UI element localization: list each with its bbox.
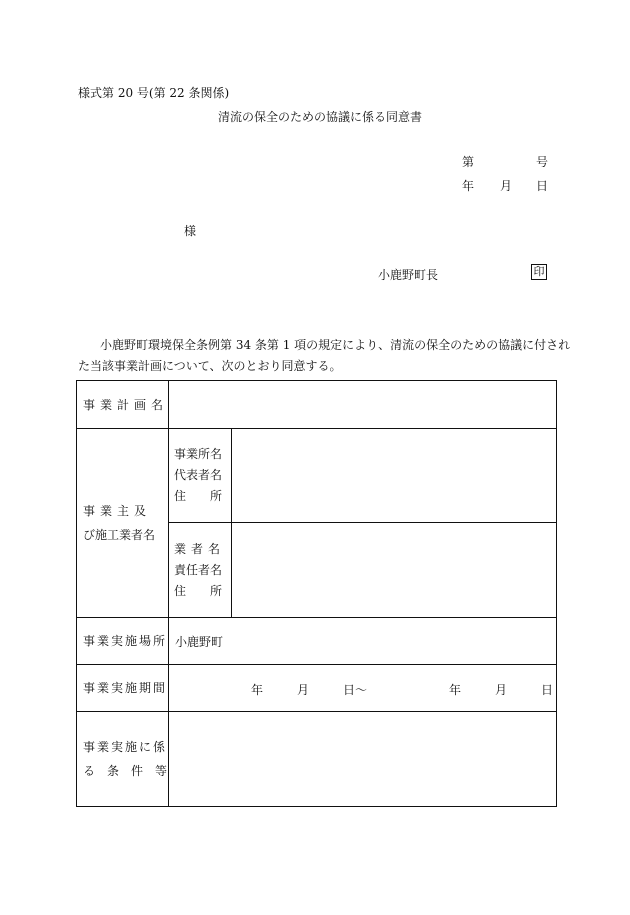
period-to-year: 年 <box>449 683 462 697</box>
body-text-line2: た当該事業計画について、次のとおり同意する。 <box>78 359 342 373</box>
body-text-line1: 小鹿野町環境保全条例第 34 条第 1 項の規定により、清流の保全のための協議に付され <box>100 338 571 352</box>
doc-number-suffix: 号 <box>536 155 549 169</box>
owner-representative-label: 代表者名 <box>174 468 223 482</box>
period-from-year: 年 <box>251 683 264 697</box>
location-value[interactable]: 小鹿野町 <box>169 618 557 665</box>
operator-label-line1: 事業主及 <box>83 504 152 518</box>
contractor-sub-labels <box>169 523 232 618</box>
period-from-day: 日～ <box>343 683 368 697</box>
project-name-field[interactable] <box>169 381 557 429</box>
contractor-name-label: 業者名 <box>174 541 226 556</box>
consent-form-table <box>76 380 557 807</box>
row-project-name <box>77 381 557 429</box>
date-month-label: 月 <box>500 179 513 193</box>
contractor-manager-label: 責任者名 <box>174 562 223 577</box>
row-period <box>77 665 557 712</box>
period-to-day: 日 <box>541 683 554 697</box>
issuer-name: 小鹿野町長 <box>378 268 439 282</box>
contractor-info-field[interactable] <box>232 523 557 618</box>
period-to-month: 月 <box>495 683 508 697</box>
owner-info-field[interactable] <box>232 429 557 523</box>
period-from-month: 月 <box>297 683 310 697</box>
conditions-field[interactable] <box>169 712 557 807</box>
owner-address-label: 住 所 <box>174 489 223 503</box>
addressee-suffix: 様 <box>184 224 197 238</box>
row-location <box>77 618 557 665</box>
row-owner <box>77 429 557 523</box>
row-conditions <box>77 712 557 807</box>
contractor-address-label: 住 所 <box>174 583 223 598</box>
project-name-label: 事業計画名 <box>77 381 169 429</box>
document-title: 清流の保全のための協議に係る同意書 <box>218 110 423 124</box>
conditions-label <box>77 712 169 807</box>
conditions-label-line2: る 条 件 等 <box>83 764 168 778</box>
date-day-label: 日 <box>536 179 549 193</box>
operator-label <box>77 429 169 618</box>
period-field[interactable] <box>169 665 557 712</box>
operator-label-line2: び施工業者名 <box>83 528 156 542</box>
location-label: 事業実施場所 <box>77 618 169 665</box>
conditions-label-line1: 事業実施に係 <box>83 740 168 754</box>
owner-office-name-label: 事業所名 <box>174 447 223 461</box>
form-number: 様式第 20 号(第 22 条関係) <box>78 86 230 100</box>
seal-mark: 印 <box>531 264 547 280</box>
period-label: 事業実施期間 <box>77 665 169 712</box>
owner-sub-labels <box>169 429 232 523</box>
period-values <box>169 665 556 711</box>
date-year-label: 年 <box>462 179 475 193</box>
doc-number-prefix: 第 <box>462 155 475 169</box>
